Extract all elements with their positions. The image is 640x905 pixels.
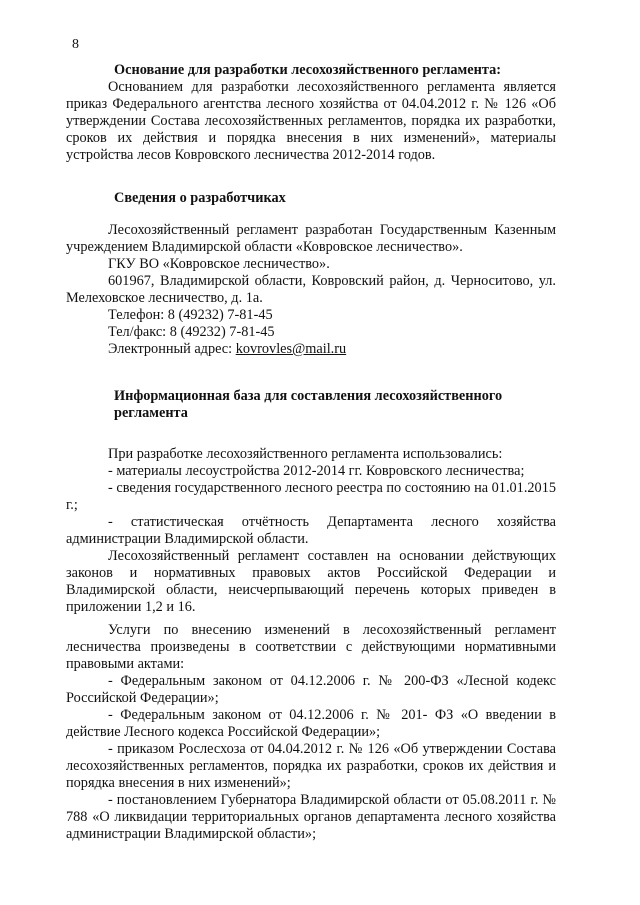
info-intro: При разработке лесохозяйственного регламента использовались: bbox=[108, 446, 503, 462]
email-link[interactable]: kovrovles@mail.ru bbox=[235, 341, 347, 357]
info-item-2: - сведения государственного лесного реестра по состоянию на 01.01.2015 г.; bbox=[66, 480, 556, 513]
law-item-4: - постановлением Губернатора Владимирской области от 05.08.2011 г. № 788 «О ликвидации территориальных органов департамента лесного хозяйства администрации Владимирской области»; bbox=[66, 792, 556, 842]
developer-address: 601967, Владимирской области, Ковровский район, д. Черноситово, ул. Мелеховское лесничество, д. 1а. bbox=[66, 273, 556, 306]
heading-info-base: Информационная база для составления лесохозяйственного регламента bbox=[114, 388, 503, 421]
changes-paragraph: Услуги по внесению изменений в лесохозяйственный регламент лесничества произведены в соответствии с действующими нормативными правовыми актами: bbox=[66, 622, 556, 672]
developers-paragraph: Лесохозяйственный регламент разработан Государственным Казенным учреждением Владимирской области «Ковровское лесничество». bbox=[66, 222, 556, 255]
developer-email-line bbox=[66, 341, 556, 358]
basis-paragraph: Основанием для разработки лесохозяйственного регламента является приказ Федерального агентства лесного хозяйства от 04.04.2012 г. № 126 «Об утверждении Состава лесохозяйственных регламентов, порядка их разработки, сроков их действия и порядка внесения в них изменений», материалы устройства лесов Ковровского лесничества 2012-2014 годов. bbox=[66, 79, 556, 163]
info-item-3: - статистическая отчётность Департамента лесного хозяйства администрации Владимирской области. bbox=[66, 514, 556, 547]
law-item-3: - приказом Рослесхоза от 04.04.2012 г. № 126 «Об утверждении Состава лесохозяйственных регламентов, порядка их разработки, сроков их действия и порядка внесения в них изменений»; bbox=[66, 741, 556, 791]
developer-fax: Тел/факс: 8 (49232) 7-81-45 bbox=[108, 324, 275, 340]
page-number: 8 bbox=[72, 37, 79, 52]
info-item-1: - материалы лесоустройства 2012-2014 гг. Ковровского лесничества; bbox=[108, 463, 525, 479]
heading-basis: Основание для разработки лесохозяйственного регламента: bbox=[114, 62, 501, 78]
email-label: Электронный адрес: bbox=[108, 341, 236, 357]
developer-org: ГКУ ВО «Ковровское лесничество». bbox=[108, 256, 330, 272]
page-content bbox=[66, 62, 556, 843]
regulations-paragraph: Лесохозяйственный регламент составлен на основании действующих законов и нормативных правовых актов Российской Федерации и Владимирской области, неисчерпывающий перечень которых приведен в приложении 1,2 и 16. bbox=[66, 548, 556, 615]
heading-developers: Сведения о разработчиках bbox=[114, 190, 286, 206]
developer-phone: Телефон: 8 (49232) 7-81-45 bbox=[108, 307, 273, 323]
law-item-2: - Федеральным законом от 04.12.2006 г. № 201- ФЗ «О введении в действие Лесного кодекса Российской Федерации»; bbox=[66, 707, 556, 740]
law-item-1: - Федеральным законом от 04.12.2006 г. № 200-ФЗ «Лесной кодекс Российской Федерации»; bbox=[66, 673, 556, 706]
